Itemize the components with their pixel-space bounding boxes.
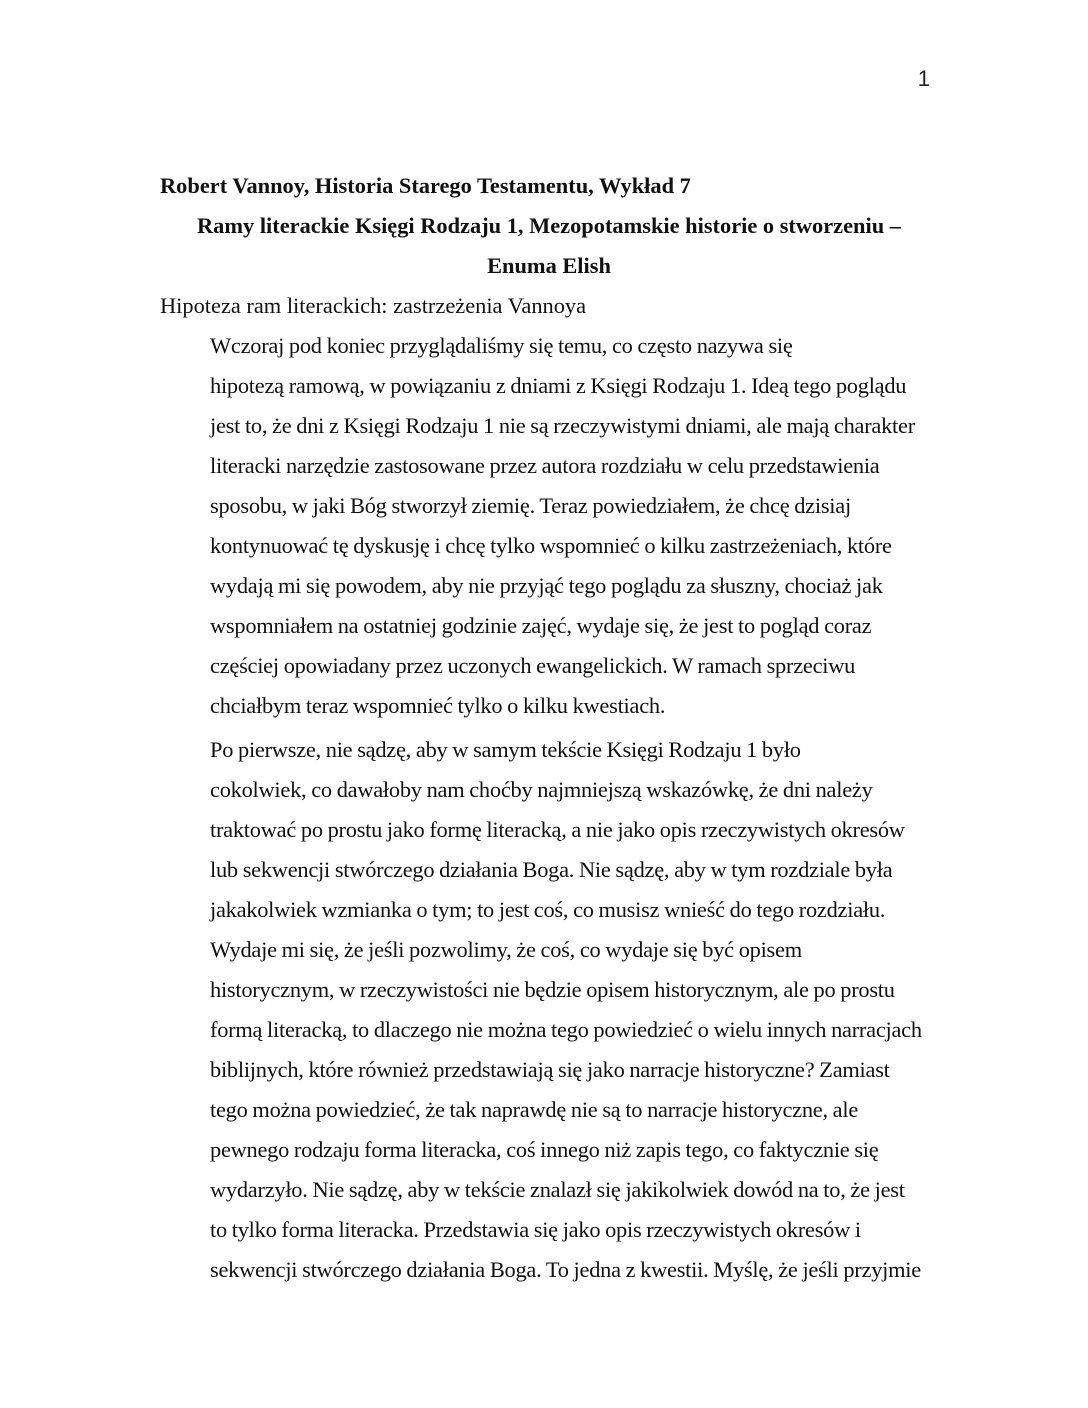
- paragraph-line: kontynuować tę dyskusję i chcę tylko wspomnieć o kilku zastrzeżeniach, które: [210, 533, 892, 558]
- subtitle-line: Enuma Elish: [487, 253, 611, 278]
- paragraph-line: formą literacką, to dlaczego nie można tego powiedzieć o wielu innych narracjach: [210, 1017, 922, 1042]
- document-title: Robert Vannoy, Historia Starego Testamentu, Wykład 7: [160, 173, 691, 198]
- paragraph-line: częściej opowiadany przez uczonych ewangelickich. W ramach sprzeciwu: [210, 653, 856, 678]
- paragraph-line: tego można powiedzieć, że tak naprawdę nie są to narracje historyczne, ale: [210, 1097, 859, 1122]
- paragraph-line: jakakolwiek wzmianka o tym; to jest coś, co musisz wnieść do tego rozdziału.: [210, 897, 886, 922]
- paragraph-line: wspomniałem na ostatniej godzinie zajęć, wydaje się, że jest to pogląd coraz: [210, 613, 872, 638]
- paragraph-line: Wydaje mi się, że jeśli pozwolimy, że coś, co wydaje się być opisem: [210, 937, 802, 962]
- paragraph-line: Po pierwsze, nie sądzę, aby w samym tekście Księgi Rodzaju 1 było: [210, 737, 801, 762]
- paragraph-line: literacki narzędzie zastosowane przez autora rozdziału w celu przedstawienia: [210, 453, 880, 478]
- paragraph-line: hipotezą ramową, w powiązaniu z dniami z Księgi Rodzaju 1. Ideą tego poglądu: [210, 373, 907, 398]
- paragraph-line: jest to, że dni z Księgi Rodzaju 1 nie są rzeczywistymi dniami, ale mają charakter: [210, 413, 915, 438]
- paragraph-line: wydają mi się powodem, aby nie przyjąć tego poglądu za słuszny, chociaż jak: [210, 573, 883, 598]
- paragraph-line: sekwencji stwórczego działania Boga. To jedna z kwestii. Myślę, że jeśli przyjmie: [210, 1257, 921, 1282]
- paragraph-line: to tylko forma literacka. Przedstawia się jako opis rzeczywistych okresów i: [210, 1217, 861, 1242]
- paragraph-line: chciałbym teraz wspomnieć tylko o kilku kwestiach.: [210, 693, 666, 718]
- paragraph-line: wydarzyło. Nie sądzę, aby w tekście znalazł się jakikolwiek dowód na to, że jest: [210, 1177, 905, 1202]
- paragraph-line: lub sekwencji stwórczego działania Boga. Nie sądzę, aby w tym rozdziale była: [210, 857, 893, 882]
- paragraph-line: cokolwiek, co dawałoby nam choćby najmniejszą wskazówkę, że dni należy: [210, 777, 873, 802]
- paragraph-line: pewnego rodzaju forma literacka, coś innego niż zapis tego, co faktycznie się: [210, 1137, 879, 1162]
- paragraph-line: biblijnych, które również przedstawiają się jako narracje historyczne? Zamiast: [210, 1057, 890, 1082]
- document-body: [160, 166, 938, 1290]
- paragraph-line: traktować po prostu jako formę literacką, a nie jako opis rzeczywistych okresów: [210, 817, 905, 842]
- paragraph-line: historycznym, w rzeczywistości nie będzie opisem historycznym, ale po prostu: [210, 977, 895, 1002]
- section-heading: Hipoteza ram literackich: zastrzeżenia Vannoya: [160, 293, 587, 318]
- subtitle-line: Ramy literackie Księgi Rodzaju 1, Mezopotamskie historie o stworzeniu –: [197, 213, 901, 238]
- page-number: 1: [917, 66, 930, 91]
- paragraph-2: [160, 730, 938, 1290]
- document-subtitle: [160, 206, 938, 286]
- paragraph-1: [160, 326, 938, 726]
- paragraph-line: sposobu, w jaki Bóg stworzył ziemię. Teraz powiedziałem, że chcę dzisiaj: [210, 493, 851, 518]
- paragraph-line: Wczoraj pod koniec przyglądaliśmy się temu, co często nazywa się: [210, 333, 793, 358]
